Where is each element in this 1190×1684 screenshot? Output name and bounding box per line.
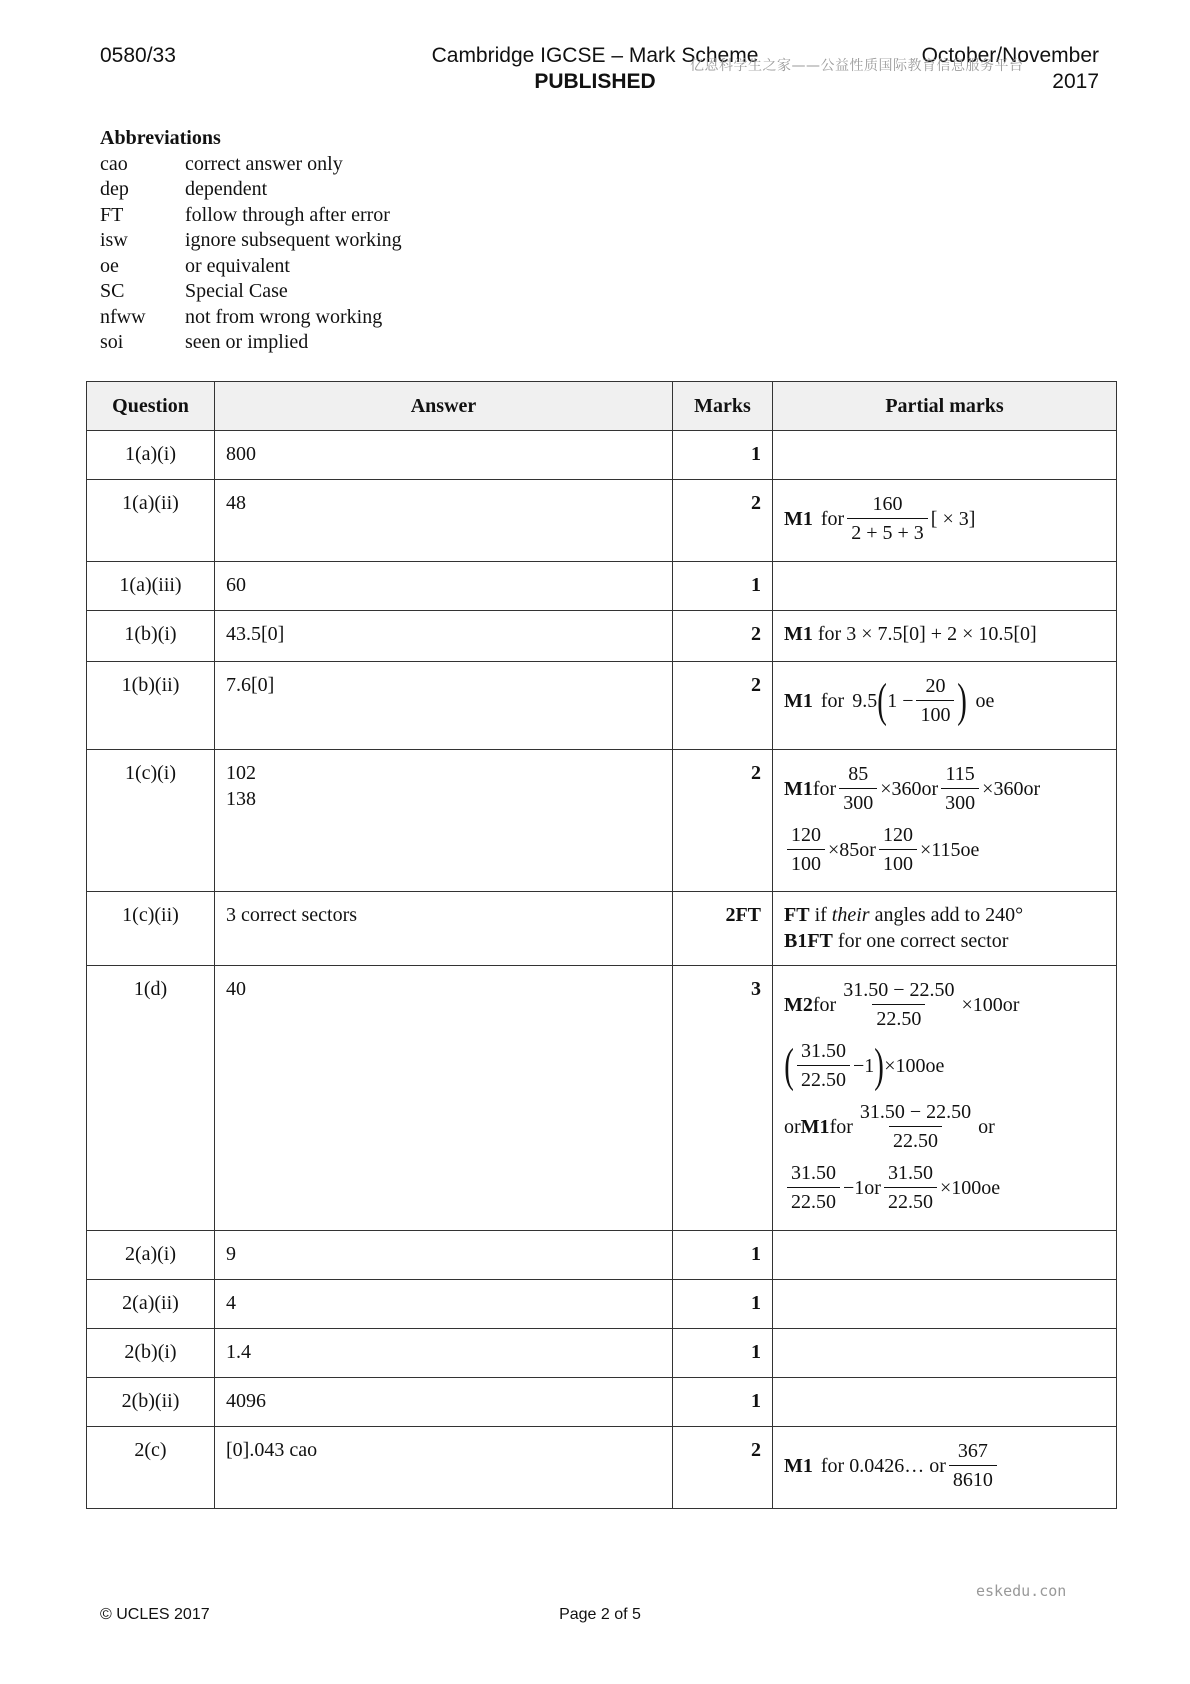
abbreviation-key: nfww — [100, 305, 146, 328]
partial-marks-text: for 0.0426… or — [820, 1454, 946, 1477]
watermark-text: 亿恩科学生之家——公益性质国际教育信息服务平台 — [690, 58, 1024, 74]
one-minus-text: 1 − — [887, 689, 914, 712]
b1ft-text: for one correct sector — [837, 930, 1009, 952]
fraction — [797, 1037, 850, 1094]
denominator: 100 — [879, 849, 917, 878]
fraction — [787, 821, 825, 878]
marks-cell: 1 — [673, 1280, 773, 1329]
table-row — [87, 750, 1117, 892]
method-mark-label: M1 — [784, 507, 813, 530]
abbreviation-value: dependent — [185, 178, 268, 200]
or-text: or — [921, 777, 939, 800]
document-title: Cambridge IGCSE – Mark Scheme — [431, 44, 759, 67]
left-paren: ( — [784, 1038, 794, 1092]
answer-cell: 1.4 — [215, 1329, 673, 1378]
exam-code: 0580/33 — [100, 44, 176, 67]
if-text: if — [814, 904, 827, 926]
question-cell: 1(a)(i) — [87, 431, 215, 480]
for-text: for — [812, 993, 837, 1016]
numerator: 31.50 — [887, 1162, 933, 1184]
table-row — [87, 1231, 1117, 1280]
ft-condition-text: angles add to 240° — [874, 904, 1024, 926]
abbreviation-key: cao — [100, 152, 128, 175]
abbreviation-key: dep — [100, 178, 129, 200]
table-row — [87, 1427, 1117, 1509]
method-mark-label: M1 — [784, 623, 813, 645]
abbreviation-key: FT — [100, 203, 124, 226]
question-cell: 1(b)(i) — [87, 611, 215, 662]
table-row — [87, 1378, 1117, 1427]
partial-marks-cell — [773, 562, 1117, 611]
fraction — [916, 672, 954, 729]
answer-cell: 4 — [215, 1280, 673, 1329]
question-cell: 2(b)(ii) — [87, 1378, 215, 1427]
fraction — [787, 1159, 840, 1216]
header-question: Question — [87, 382, 215, 431]
question-cell: 1(b)(ii) — [87, 662, 215, 750]
abbreviations-title: Abbreviations — [100, 127, 221, 149]
minus-one-text: −1 — [852, 1054, 875, 1077]
method-mark-label: M1 — [800, 1115, 830, 1138]
partial-marks-cell — [773, 480, 1117, 562]
denominator: 100 — [787, 849, 825, 878]
denominator: 100 — [916, 700, 954, 729]
abbreviation-value: Special Case — [185, 280, 288, 302]
times-text: ×100 — [939, 1176, 982, 1199]
fraction — [856, 1098, 975, 1155]
oe-text: oe — [960, 838, 980, 861]
table-row — [87, 966, 1117, 1231]
answer-cell: 3 correct sectors — [215, 892, 673, 966]
numerator: 115 — [945, 763, 975, 785]
numerator: 31.50 — [791, 1162, 836, 1184]
partial-marks-cell — [773, 892, 1117, 966]
answer-cell: 48 — [215, 480, 673, 562]
left-paren: ( — [877, 673, 888, 727]
partial-marks-cell — [773, 1280, 1117, 1329]
denominator: 22.50 — [797, 1065, 850, 1094]
marks-cell: 1 — [673, 431, 773, 480]
question-cell: 2(b)(i) — [87, 1329, 215, 1378]
table-row — [87, 611, 1117, 662]
abbreviation-value: or equivalent — [185, 254, 290, 277]
answer-cell: 60 — [215, 562, 673, 611]
numerator: 120 — [882, 824, 913, 846]
for-text: for — [820, 507, 845, 530]
times-text: ×115 — [919, 838, 961, 861]
abbreviation-value: follow through after error — [185, 203, 390, 226]
numerator: 85 — [848, 763, 869, 785]
partial-marks-cell — [773, 431, 1117, 480]
fraction — [847, 490, 928, 547]
table-row — [87, 431, 1117, 480]
header-partial-marks: Partial marks — [773, 382, 1117, 431]
right-paren: ) — [874, 1038, 885, 1092]
times-text: ×360 — [880, 777, 922, 800]
denominator: 22.50 — [889, 1126, 942, 1155]
partial-marks-cell — [773, 1329, 1117, 1378]
times-text: ×85 — [828, 838, 860, 861]
numerator: 31.50 − 22.50 — [843, 979, 955, 1001]
answer-cell: 800 — [215, 431, 673, 480]
abbreviation-row — [100, 152, 402, 178]
partial-marks-cell — [773, 611, 1117, 662]
for-text: for — [829, 1115, 853, 1138]
answer-line: 138 — [226, 788, 256, 810]
abbreviation-row — [100, 279, 402, 305]
abbreviation-row — [100, 330, 402, 356]
page-number: Page 2 of 5 — [559, 1606, 641, 1623]
coefficient: 9.5 — [852, 689, 878, 712]
table-row — [87, 480, 1117, 562]
denominator: 300 — [941, 788, 979, 817]
table-row — [87, 662, 1117, 750]
for-text: for — [812, 777, 837, 800]
copyright-text: © UCLES 2017 — [100, 1606, 210, 1623]
marks-cell: 1 — [673, 562, 773, 611]
question-cell: 2(a)(ii) — [87, 1280, 215, 1329]
fraction — [839, 976, 958, 1033]
fraction — [941, 760, 979, 817]
numerator: 31.50 — [800, 1040, 846, 1062]
header-marks: Marks — [673, 382, 773, 431]
abbreviation-key: soi — [100, 331, 124, 353]
or-text: or — [784, 1115, 801, 1138]
oe-text: oe — [975, 689, 995, 712]
numerator: 367 — [957, 1440, 988, 1462]
or-text: or — [864, 1176, 881, 1199]
published-label: PUBLISHED — [534, 70, 656, 93]
times-text: ×100 — [884, 1054, 926, 1077]
answer-line: 102 — [226, 762, 256, 784]
minus-one-text: −1 — [843, 1176, 865, 1199]
denominator: 300 — [839, 788, 877, 817]
header-answer: Answer — [215, 382, 673, 431]
partial-marks-cell — [773, 750, 1117, 892]
answer-cell: 43.5[0] — [215, 611, 673, 662]
exam-year: 2017 — [1052, 70, 1099, 93]
abbreviation-row — [100, 305, 402, 331]
numerator: 120 — [791, 824, 821, 846]
question-cell: 2(a)(i) — [87, 1231, 215, 1280]
abbreviation-row — [100, 177, 402, 203]
question-cell: 2(c) — [87, 1427, 215, 1509]
question-cell: 1(c)(ii) — [87, 892, 215, 966]
abbreviation-row — [100, 254, 402, 280]
fraction — [879, 821, 917, 878]
partial-marks-cell — [773, 1231, 1117, 1280]
denominator: 8610 — [949, 1465, 997, 1494]
answer-cell — [215, 750, 673, 892]
site-watermark: eskedu.con — [976, 1582, 1067, 1600]
numerator: 20 — [925, 675, 946, 697]
method-mark-label: M1 — [784, 777, 813, 800]
answer-cell: [0].043 cao — [215, 1427, 673, 1509]
denominator: 22.50 — [884, 1187, 937, 1216]
denominator: 2 + 5 + 3 — [847, 518, 928, 547]
or-text: or — [1002, 993, 1020, 1016]
question-cell: 1(d) — [87, 966, 215, 1231]
table-row — [87, 1329, 1117, 1378]
partial-marks-cell — [773, 1427, 1117, 1509]
their-text: their — [831, 904, 870, 926]
partial-marks-text: for 3 × 7.5[0] + 2 × 10.5[0] — [817, 623, 1037, 645]
or-text: or — [859, 838, 876, 861]
marks-cell: 2 — [673, 662, 773, 750]
table-row — [87, 892, 1117, 966]
answer-cell: 4096 — [215, 1378, 673, 1427]
fraction — [884, 1159, 937, 1216]
marks-cell: 1 — [673, 1378, 773, 1427]
numerator: 160 — [872, 493, 903, 515]
abbreviation-row — [100, 203, 402, 229]
method-mark-label: M1 — [784, 1454, 813, 1477]
or-text: or — [978, 1115, 995, 1138]
marks-cell: 2 — [673, 480, 773, 562]
for-text: for — [820, 689, 845, 712]
answer-cell: 9 — [215, 1231, 673, 1280]
abbreviation-value: seen or implied — [185, 331, 309, 353]
abbreviations-block — [100, 126, 402, 356]
abbreviation-key: oe — [100, 254, 119, 277]
denominator: 22.50 — [872, 1004, 925, 1033]
marks-cell: 2FT — [673, 892, 773, 966]
marks-cell: 2 — [673, 1427, 773, 1509]
table-row — [87, 562, 1117, 611]
exam-session: October/November — [921, 44, 1099, 67]
fraction — [839, 760, 877, 817]
denominator: 22.50 — [787, 1187, 840, 1216]
marks-cell: 2 — [673, 750, 773, 892]
partial-marks-cell — [773, 662, 1117, 750]
abbreviation-key: isw — [100, 229, 128, 251]
abbreviation-value: ignore subsequent working — [185, 229, 402, 251]
mark-scheme-table — [86, 381, 1117, 1509]
right-paren: ) — [957, 673, 968, 727]
marks-cell: 3 — [673, 966, 773, 1231]
times-text: ×100 — [961, 993, 1003, 1016]
b1ft-label: B1FT — [784, 930, 833, 952]
marks-cell: 2 — [673, 611, 773, 662]
marks-cell: 1 — [673, 1231, 773, 1280]
answer-cell: 40 — [215, 966, 673, 1231]
or-text: or — [1023, 777, 1041, 800]
abbreviation-value: correct answer only — [185, 152, 343, 175]
table-header-row — [87, 382, 1117, 431]
partial-marks-cell — [773, 966, 1117, 1231]
table-row — [87, 1280, 1117, 1329]
times-text: ×360 — [982, 777, 1024, 800]
fraction — [949, 1437, 997, 1494]
abbreviation-row — [100, 228, 402, 254]
answer-cell: 7.6[0] — [215, 662, 673, 750]
abbreviation-key: SC — [100, 280, 125, 302]
question-cell: 1(c)(i) — [87, 750, 215, 892]
method-mark-label: M2 — [784, 993, 813, 1016]
question-cell: 1(a)(iii) — [87, 562, 215, 611]
tail-text: [ × 3] — [930, 507, 976, 530]
marks-cell: 1 — [673, 1329, 773, 1378]
ft-label: FT — [784, 904, 810, 926]
question-cell: 1(a)(ii) — [87, 480, 215, 562]
numerator: 31.50 − 22.50 — [859, 1101, 972, 1123]
oe-text: oe — [925, 1054, 945, 1077]
oe-text: oe — [981, 1176, 1001, 1199]
abbreviation-value: not from wrong working — [185, 305, 383, 328]
partial-marks-cell — [773, 1378, 1117, 1427]
method-mark-label: M1 — [784, 689, 813, 712]
